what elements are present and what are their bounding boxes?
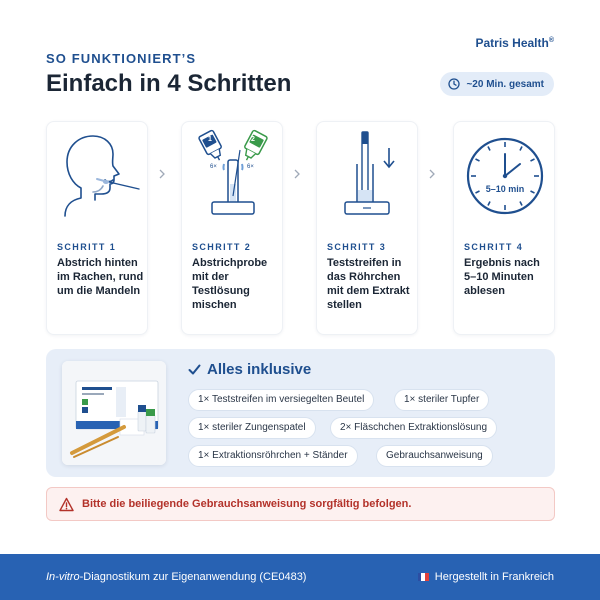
footer-ivd-note bbox=[46, 571, 306, 583]
warning-banner bbox=[46, 487, 555, 521]
product-photo bbox=[62, 361, 166, 465]
footer-origin-text: Hergestellt in Frankreich bbox=[434, 571, 554, 583]
clock-icon bbox=[454, 122, 556, 226]
step-card-2 bbox=[181, 121, 283, 335]
brand-name: Patris Health bbox=[475, 36, 549, 50]
clock-icon bbox=[448, 78, 460, 90]
drop-count-1: 6× bbox=[210, 164, 217, 170]
brand-logo bbox=[475, 36, 554, 50]
included-title-text: Alles inklusive bbox=[207, 361, 312, 378]
solution-bottles-icon bbox=[182, 122, 284, 226]
drop-count-2: 6× bbox=[247, 164, 254, 170]
step-number: SCHRITT 1 bbox=[57, 242, 117, 252]
warning-triangle-icon bbox=[59, 497, 74, 512]
check-icon bbox=[188, 363, 201, 376]
step-text: Abstrich hinten im Rachen, rund um die Mandeln bbox=[57, 257, 144, 297]
included-item: Gebrauchsanweisung bbox=[376, 445, 493, 467]
included-item: 2× Fläschchen Extraktionslösung bbox=[330, 417, 497, 439]
chevron-right-icon bbox=[426, 167, 438, 181]
step-number: SCHRITT 3 bbox=[327, 242, 387, 252]
step-text: Abstrichprobe mit der Testlösung mischen bbox=[192, 257, 268, 311]
step-text: Teststreifen in das Röhrchen mit dem Extrakt stellen bbox=[327, 257, 410, 311]
page-title: Einfach in 4 Schritten bbox=[46, 70, 292, 97]
step-card-4 bbox=[453, 121, 555, 335]
bottle-2-label: 2 bbox=[251, 136, 255, 143]
step-number: SCHRITT 4 bbox=[464, 242, 524, 252]
test-strip-tube-icon bbox=[317, 122, 419, 226]
section-eyebrow: SO FUNKTIONIERT’S bbox=[46, 51, 197, 66]
included-item: 1× Extraktionsröhrchen + Ständer bbox=[188, 445, 358, 467]
step-card-3 bbox=[316, 121, 418, 335]
total-time-label: ~20 Min. gesamt bbox=[466, 78, 544, 90]
clock-duration-label: 5–10 min bbox=[485, 184, 525, 194]
included-panel bbox=[46, 349, 555, 477]
footer-ivd-rest: -Diagnostikum zur Eigenanwendung (CE0483) bbox=[79, 571, 307, 583]
step-text: Ergebnis nach 5–10 Minuten ablesen bbox=[464, 257, 540, 297]
total-time-badge bbox=[440, 72, 554, 96]
chevron-right-icon bbox=[291, 167, 303, 181]
included-title bbox=[188, 361, 311, 378]
footer-origin bbox=[418, 571, 554, 583]
footer-ivd-italic: In-vitro bbox=[46, 571, 80, 583]
registered-mark: ® bbox=[548, 37, 554, 44]
included-item: 1× steriler Tupfer bbox=[394, 389, 489, 411]
included-item: 1× Teststreifen im versiegelten Beutel bbox=[188, 389, 374, 411]
step-card-1 bbox=[46, 121, 148, 335]
bottle-1-label: 1 bbox=[208, 136, 212, 143]
included-item: 1× steriler Zungenspatel bbox=[188, 417, 316, 439]
chevron-right-icon bbox=[156, 167, 168, 181]
throat-swab-icon bbox=[47, 122, 149, 226]
warning-text: Bitte die beiliegende Gebrauchsanweisung sorgfältig befolgen. bbox=[82, 498, 412, 510]
step-number: SCHRITT 2 bbox=[192, 242, 252, 252]
steps-row bbox=[46, 121, 555, 335]
footer-bar bbox=[0, 554, 600, 600]
france-flag-icon bbox=[418, 573, 429, 581]
